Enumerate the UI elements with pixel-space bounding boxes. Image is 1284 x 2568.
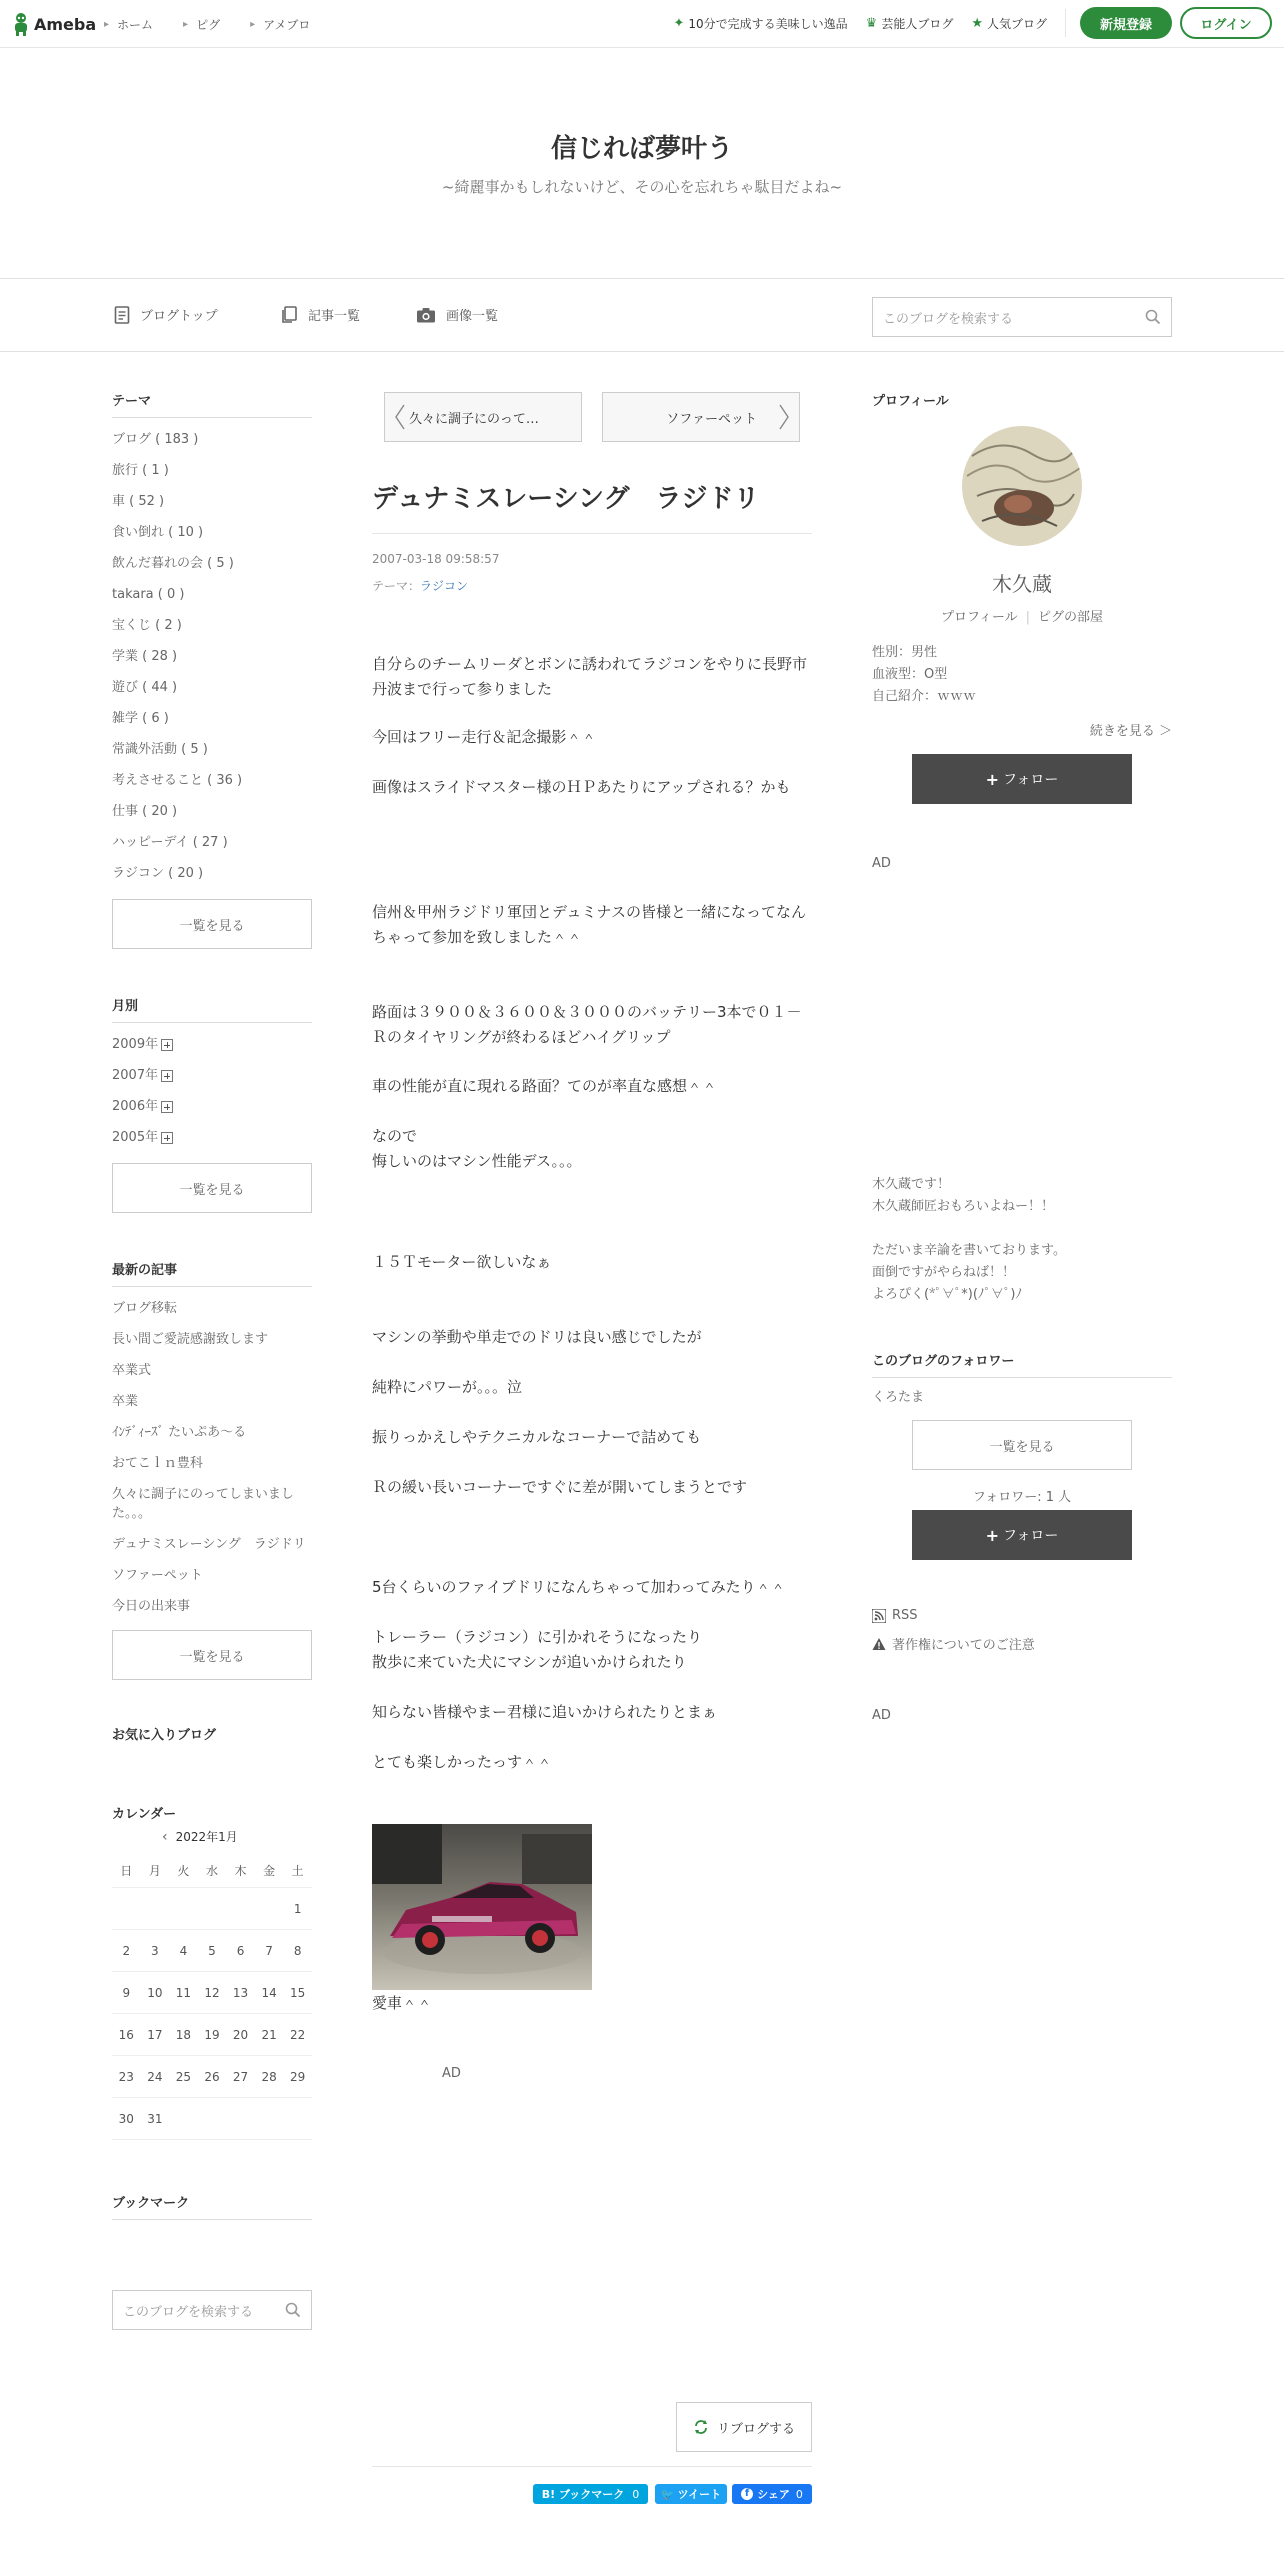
rc-car-photo-image	[372, 1824, 592, 1990]
bookmark-heading: ブックマーク	[112, 2192, 312, 2220]
nav-pigg[interactable]: ▸ ピグ	[183, 18, 221, 32]
link-separator: |	[1025, 610, 1031, 625]
copy-icon	[280, 306, 298, 324]
follow-button-2[interactable]: + フォロー	[912, 1510, 1132, 1560]
recent-item[interactable]: おてこｌｎ豊科	[112, 1456, 203, 1471]
calendar-month-switcher	[162, 1828, 238, 1845]
profile-blood-type: 血液型：O型	[872, 667, 948, 682]
global-header	[0, 0, 1284, 48]
article-paragraph: 振りっかえしやテクニカルなコーナーで詰めても	[372, 1428, 702, 1446]
theme-item[interactable]: takara ( 0 )	[112, 587, 185, 602]
theme-item[interactable]: 雑学 ( 6 )	[112, 711, 169, 726]
profile-message: 木久蔵です！ 木久蔵師匠おもろいよねー！！ ただいま辛論を書いております。 面倒ですがやらねば！！ よろぴく(*ﾟ∀ﾟ*)(ﾉﾟ∀ﾟ)ﾉ	[872, 1177, 1066, 1302]
tweet-button[interactable]: 🐦 ツイート	[655, 2484, 727, 2504]
recent-item[interactable]: 長い間ご愛読感謝致します	[112, 1332, 269, 1347]
theme-more-button[interactable]: 一覧を見る	[112, 899, 312, 949]
article-photo-rc-car[interactable]	[372, 1824, 592, 1990]
sidebar-ad-label: AD	[872, 856, 891, 871]
article-paragraph: 車の性能が直に現れる路面？てのが率直な感想＾＾	[372, 1077, 718, 1095]
profile-links	[872, 606, 1172, 625]
article-title[interactable]: デュナミスレーシング ラジドリ	[372, 478, 812, 534]
pigg-room-link[interactable]: ピグの部屋	[1038, 610, 1104, 625]
theme-item[interactable]: 仕事 ( 20 )	[112, 804, 178, 819]
month-item-2009[interactable]: 2009年	[112, 1029, 312, 1060]
calendar-heading: カレンダー	[112, 1807, 177, 1822]
document-icon	[114, 306, 130, 324]
profile-gender: 性別：男性	[872, 645, 938, 660]
left-sidebar	[112, 390, 312, 2346]
rss-link[interactable]: RSS	[872, 1608, 918, 1623]
recent-list	[112, 1293, 312, 1622]
facebook-share-button[interactable]: f シェア 0	[732, 2484, 812, 2504]
month-item-2006[interactable]: 2006年	[112, 1091, 312, 1122]
theme-item[interactable]: 食い倒れ ( 10 )	[112, 525, 204, 540]
month-item-2005[interactable]: 2005年	[112, 1122, 312, 1153]
profile-heading: プロフィール	[872, 394, 949, 409]
search-icon[interactable]	[1145, 309, 1161, 325]
expand-plus-icon[interactable]	[161, 1101, 173, 1113]
signup-button[interactable]: 新規登録	[1080, 7, 1172, 39]
plus-icon: +	[985, 1525, 1000, 1545]
profile-info	[872, 642, 976, 708]
ameba-character-icon	[12, 12, 30, 36]
brand-text: Ameba	[34, 14, 97, 34]
link-celebrity-blog[interactable]: ♛ 芸能人ブログ	[865, 15, 954, 31]
photo-caption: 愛車＾＾	[372, 1994, 433, 2012]
plus-icon: +	[985, 769, 1000, 789]
article-paragraph: 散歩に来ていた犬にマシンが追いかけられたり	[372, 1653, 687, 1671]
month-more-button[interactable]: 一覧を見る	[112, 1163, 312, 1213]
chevron-left-icon[interactable]: ‹	[162, 1828, 168, 1845]
calendar-week: 1	[112, 1888, 312, 1930]
prev-article-button[interactable]: 久々に調子にのって…	[384, 392, 582, 442]
theme-item[interactable]: 旅行 ( 1 )	[112, 463, 169, 478]
calendar	[112, 1828, 312, 2166]
search-icon[interactable]	[285, 2302, 301, 2318]
link-recipe[interactable]: ✦ 10分で完成する美味しい逸品	[673, 15, 848, 31]
sidebar-ad-label-2: AD	[872, 1708, 891, 1723]
calendar-week: 16 17 18 19 20 21 22	[112, 2014, 312, 2056]
calendar-week: 23 24 25 26 27 28 29	[112, 2056, 312, 2098]
ameba-logo[interactable]	[12, 12, 96, 36]
article-paragraph: １５Ｔモーター欲しいなぁ	[372, 1253, 552, 1271]
month-list	[112, 1029, 312, 1153]
article-paragraph: 信州＆甲州ラジドリ軍団とデュミナスの皆様と一緒になってなんちゃって参加を致しました＾＾	[372, 903, 806, 946]
article-paragraph: 自分らのチームリーダとボンに誘われてラジコンをやりに長野市丹波まで行って参りました	[372, 655, 808, 698]
chevron-right-icon	[777, 402, 791, 432]
expand-plus-icon[interactable]	[161, 1132, 173, 1144]
recent-item[interactable]: ブログ移転	[112, 1301, 178, 1316]
profile-more-link[interactable]: 続きを見る ＞	[1089, 724, 1172, 739]
sidebar-search-input[interactable]: このブログを検索する	[112, 2290, 312, 2330]
recent-item[interactable]: 久々に調子にのってしまいました。。。	[112, 1487, 294, 1521]
calendar-month-label: 2022年1月	[175, 1830, 238, 1844]
camera-icon	[416, 307, 436, 323]
profile-intro: 自己紹介：ｗｗｗ	[872, 689, 977, 704]
theme-item[interactable]: 飲んだ暮れの会 ( 5 )	[112, 556, 234, 571]
follower-count: フォロワー: 1 人	[972, 1490, 1072, 1505]
leaf-icon: ✦	[673, 15, 685, 31]
calendar-weekday-row: 日 月 火 水 木 金 土	[112, 1854, 312, 1888]
warning-icon	[872, 1637, 886, 1651]
article-paragraph: Ｒの緩い長いコーナーですぐに差が開いてしまうとです	[372, 1478, 748, 1496]
month-item-2007[interactable]: 2007年	[112, 1060, 312, 1091]
facebook-icon: f	[741, 2488, 753, 2500]
right-sidebar	[872, 390, 1172, 1740]
followers-heading: このブログのフォロワー	[872, 1350, 1172, 1378]
recent-heading: 最新の記事	[112, 1259, 312, 1287]
nav-blog-top[interactable]: ブログトップ	[114, 305, 218, 324]
article-date: 2007-03-18 09:58:57	[372, 552, 500, 566]
calendar-week: 30 31	[112, 2098, 312, 2140]
global-nav	[104, 16, 340, 33]
theme-item[interactable]: 車 ( 52 )	[112, 494, 165, 509]
recent-item[interactable]: ソファーペット	[112, 1568, 203, 1583]
twitter-bird-icon: 🐦	[660, 2487, 675, 2501]
bookmark-area	[112, 2226, 312, 2346]
profile-avatar[interactable]	[962, 426, 1082, 546]
recent-item[interactable]: デュナミスレーシング ラジドリ	[112, 1537, 306, 1552]
theme-item[interactable]: ハッピーデイ ( 27 )	[112, 835, 228, 850]
avatar-image	[962, 426, 1082, 546]
link-popular-blog[interactable]: ★ 人気ブログ	[971, 15, 1047, 31]
crown-icon: ♛	[865, 15, 878, 31]
article-ad-label: AD	[442, 2066, 461, 2081]
theme-item[interactable]: 宝くじ ( 2 )	[112, 618, 182, 633]
login-button[interactable]: ログイン	[1180, 7, 1272, 39]
article-theme: テーマ：ラジコン	[372, 579, 469, 593]
nav-image-list[interactable]: 画像一覧	[416, 305, 498, 324]
share-divider	[372, 2466, 812, 2467]
profile-link[interactable]: プロフィール	[940, 610, 1018, 625]
hatena-count: 0	[632, 2487, 640, 2501]
theme-item[interactable]: ラジコン ( 20 )	[112, 866, 204, 881]
expand-plus-icon[interactable]	[161, 1070, 173, 1082]
chevron-right-icon: ▸	[183, 19, 189, 30]
reblog-button[interactable]: リブログする	[676, 2402, 812, 2452]
next-article-button[interactable]: ソファーペット	[602, 392, 800, 442]
theme-item[interactable]: 考えさせること ( 36 )	[112, 773, 243, 788]
profile-name[interactable]: 木久蔵	[992, 572, 1052, 596]
follower-name[interactable]: くろたま	[872, 1390, 925, 1405]
rss-icon	[872, 1609, 886, 1623]
blog-search-input[interactable]: このブログを検索する	[872, 297, 1172, 337]
facebook-count: 0	[795, 2487, 803, 2501]
calendar-week: 9 10 11 12 13 14 15	[112, 1972, 312, 2014]
article-paragraph: 路面は３９００＆３６００＆３０００のバッテリー3本で０１－Ｒのタイヤリングが終わるほどハイグリップ	[372, 1003, 802, 1046]
theme-item[interactable]: ブログ ( 183 )	[112, 432, 199, 447]
theme-list	[112, 424, 312, 889]
article-paragraph: なので	[372, 1127, 418, 1145]
theme-heading: テーマ	[112, 390, 312, 418]
article-paragraph: 悔しいのはマシン性能デス。。。	[372, 1152, 582, 1170]
theme-item[interactable]: 学業 ( 28 )	[112, 649, 178, 664]
article-paragraph: 今回はフリー走行＆記念撮影＾＾	[372, 728, 597, 746]
calendar-week: 2 3 4 5 6 7 8	[112, 1930, 312, 1972]
recent-item[interactable]: ｲﾝﾃﾞｨｰｽﾞ たいぷあ～る	[112, 1425, 247, 1440]
chevron-right-icon: ▸	[250, 19, 256, 30]
article-paragraph: 5台くらいのファイブドリになんちゃって加わってみたり＾＾	[372, 1578, 786, 1596]
theme-item[interactable]: 遊び ( 44 )	[112, 680, 178, 695]
expand-plus-icon[interactable]	[161, 1039, 173, 1051]
blog-subtitle: ~綺麗事かもしれないけど、その心を忘れちゃ駄目だよね~	[441, 178, 843, 196]
followers-more-button[interactable]: 一覧を見る	[912, 1420, 1132, 1470]
article-paragraph: トレーラー（ラジコン）に引かれそうになったり	[372, 1628, 703, 1646]
follow-button[interactable]: + フォロー	[912, 754, 1132, 804]
nav-article-list[interactable]: 記事一覧	[280, 305, 360, 324]
article-paragraph: マシンの挙動や単走でのドリは良い感じでしたが	[372, 1328, 702, 1346]
favorite-blogs-heading: お気に入りブログ	[112, 1728, 217, 1743]
nav-ameblo[interactable]: ▸ アメブロ	[250, 18, 311, 32]
nav-home[interactable]: ▸ ホーム	[104, 18, 154, 32]
recent-item[interactable]: 卒業式	[112, 1363, 152, 1378]
article-paragraph: とても楽しかったっす＾＾	[372, 1753, 553, 1771]
article-paragraph: 知らない皆様やまー君様に追いかけられたりとまぁ	[372, 1703, 718, 1721]
recent-more-button[interactable]: 一覧を見る	[112, 1630, 312, 1680]
hatena-bookmark-button[interactable]: B! ブックマーク 0	[533, 2484, 648, 2504]
chevron-right-icon: ▸	[104, 19, 110, 30]
header-actions	[673, 7, 1272, 39]
recent-item[interactable]: 今日の出来事	[112, 1599, 191, 1614]
copyright-notice-link[interactable]: 著作権についてのご注意	[872, 1634, 1035, 1653]
star-icon: ★	[971, 15, 983, 31]
theme-item[interactable]: 常識外活動 ( 5 )	[112, 742, 208, 757]
reblog-icon	[693, 2419, 709, 2435]
blog-title[interactable]: 信じれば夢叶う	[550, 134, 733, 164]
chevron-left-icon	[393, 402, 407, 432]
recent-item[interactable]: 卒業	[112, 1394, 139, 1409]
theme-link[interactable]: ラジコン	[420, 579, 469, 593]
blog-nav	[0, 278, 1284, 352]
header-divider	[1065, 9, 1066, 37]
article-paragraph: 純粋にパワーが。。。泣	[372, 1378, 523, 1396]
article-paragraph: 画像はスライドマスター様のＨＰあたりにアップされる？かも	[372, 778, 791, 796]
calendar-grid	[112, 1854, 312, 2140]
month-heading: 月別	[112, 995, 312, 1023]
